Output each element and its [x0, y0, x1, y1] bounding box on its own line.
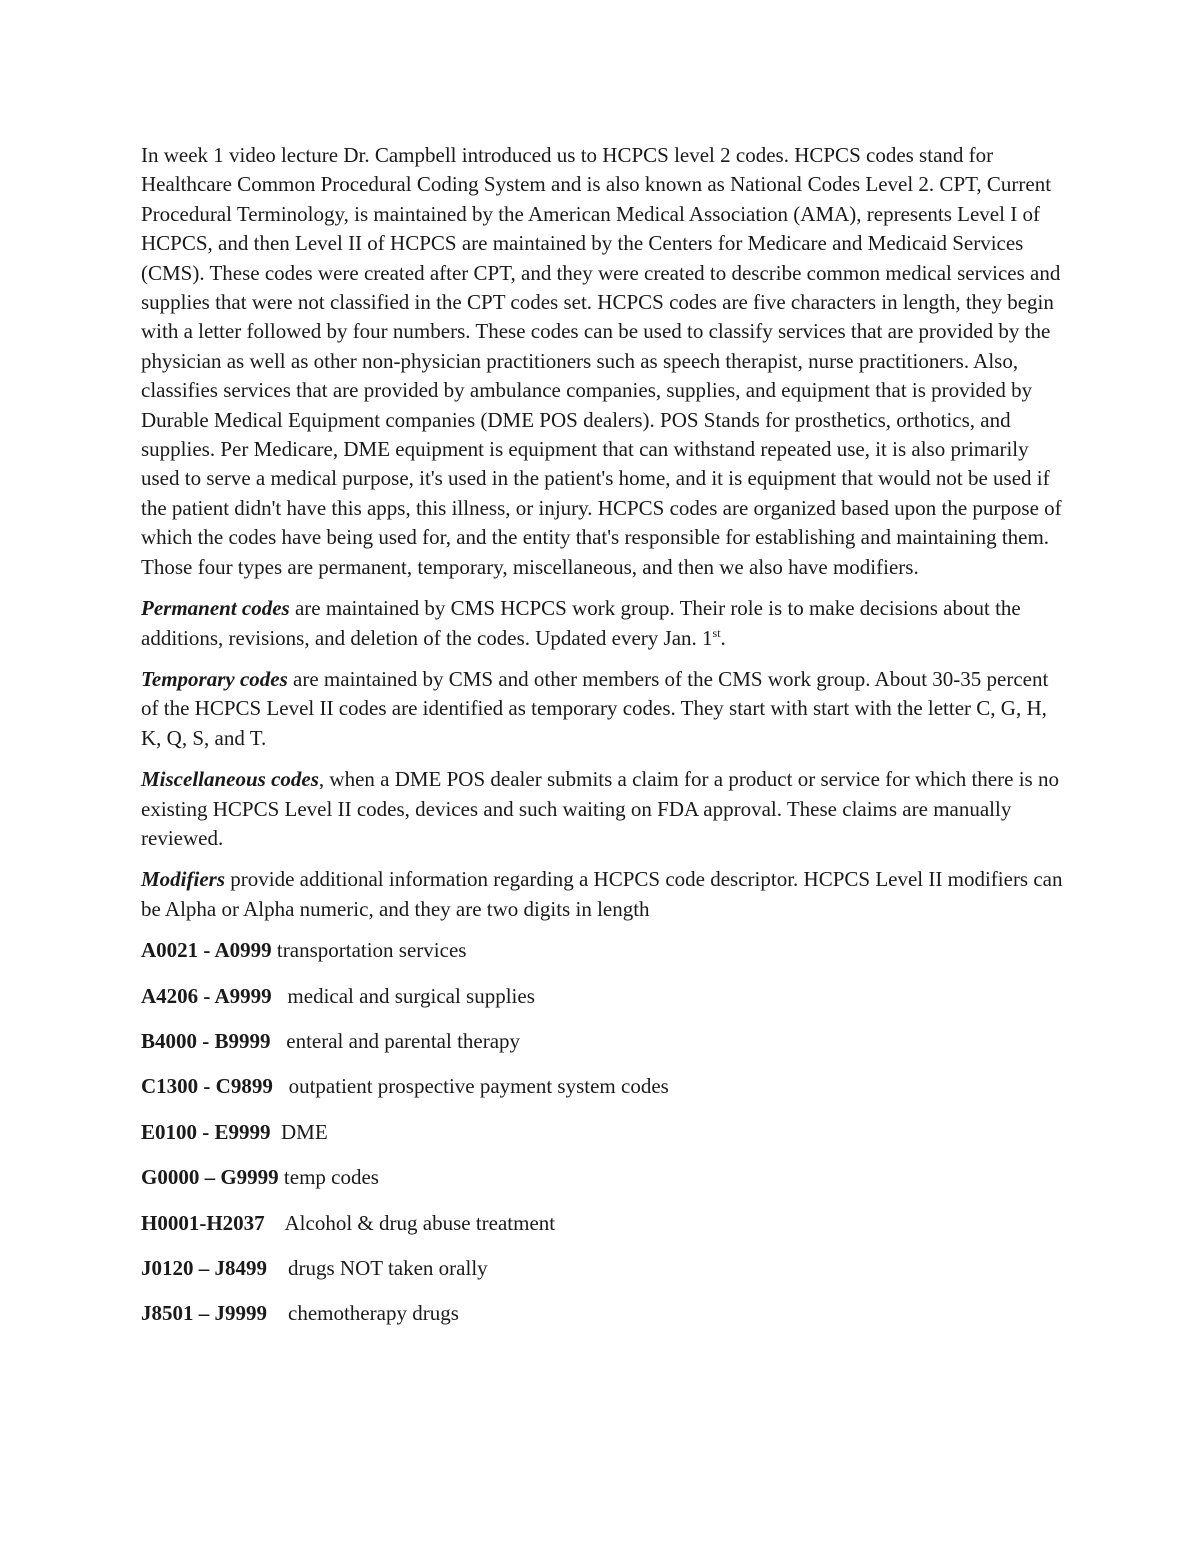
code-description: drugs NOT taken orally: [288, 1256, 488, 1280]
code-description: DME: [281, 1119, 328, 1144]
permanent-codes-term: Permanent codes: [141, 596, 290, 621]
code-description: transportation services: [276, 938, 467, 963]
code-description: medical and surgical supplies: [287, 983, 535, 1008]
code-description: temp codes: [283, 1165, 379, 1190]
modifiers-term: Modifiers: [141, 867, 225, 892]
temporary-codes-paragraph: [141, 665, 1066, 753]
miscellaneous-codes-text: , when a DME POS dealer submits a claim for a product or service for which there is no existing HCPCS Level II codes, devices and such waiting on FDA approval. These claims are manually reviewed.: [141, 767, 1059, 850]
code-range: J0120 – J8499: [141, 1256, 267, 1280]
code-range: A4206 - A9999: [141, 983, 272, 1008]
code-description: Alcohol & drug abuse treatment: [284, 1210, 556, 1235]
code-range-row: [141, 1118, 1066, 1147]
code-description: outpatient prospective payment system codes: [288, 1074, 669, 1099]
code-range: B4000 - B9999: [141, 1028, 271, 1053]
code-range-row: [141, 1299, 1066, 1328]
code-range-row: [141, 1072, 1066, 1101]
code-range: J8501 – J9999: [141, 1301, 267, 1326]
modifiers-paragraph: [141, 865, 1066, 924]
code-range-row: [141, 936, 1066, 965]
code-range-row: [141, 982, 1066, 1011]
code-description: enteral and parental therapy: [286, 1028, 521, 1053]
code-range: G0000 – G9999: [141, 1165, 279, 1190]
code-description: chemotherapy drugs: [288, 1301, 459, 1326]
document-page: [141, 141, 1066, 1345]
code-range-row: [141, 1254, 1066, 1283]
miscellaneous-codes-term: Miscellaneous codes: [141, 767, 319, 792]
permanent-codes-text: are maintained by CMS HCPCS work group. Their role is to make decisions about the additions, revisions, and deletion of the codes. Updated every Jan. 1: [141, 596, 1021, 650]
code-range: H0001-H2037: [141, 1210, 265, 1235]
code-range-row: [141, 1209, 1066, 1238]
temporary-codes-text: are maintained by CMS and other members of the CMS work group. About 30-35 percent of the HCPCS Level II codes are identified as temporary codes. They start with start with the letter C, G, H, K, Q, S, and T.: [141, 666, 1049, 750]
code-range: C1300 - C9899: [141, 1074, 273, 1099]
intro-paragraph: In week 1 video lecture Dr. Campbell introduced us to HCPCS level 2 codes. HCPCS codes stand for Healthcare Common Procedural Coding System and is also known as National Codes Level 2. CPT, Current Procedural Terminology, is maintained by the American Medical Association (AMA), represents Level I of HCPCS, and then Level II of HCPCS are maintained by the Centers for Medicare and Medicaid Services (CMS). These codes were created after CPT, and they were created to describe common medical services and supplies that were not classified in the CPT codes set. HCPCS codes are five characters in length, they begin with a letter followed by four numbers. These codes can be used to classify services that are provided by the physician as well as other non-physician practitioners such as speech therapist, nurse practitioners. Also, classifies services that are provided by ambulance companies, supplies, and equipment that is provided by Durable Medical Equipment companies (DME POS dealers). POS Stands for prosthetics, orthotics, and supplies. Per Medicare, DME equipment is equipment that can withstand repeated use, it is also primarily used to serve a medical purpose, it's used in the patient's home, and it is equipment that would not be used if the patient didn't have this apps, this illness, or injury. HCPCS codes are organized based upon the purpose of which the codes have being used for, and the entity that's responsible for establishing and maintaining them. Those four types are permanent, temporary, miscellaneous, and then we also have modifiers.: [141, 143, 1062, 579]
temporary-codes-term: Temporary codes: [141, 666, 288, 691]
miscellaneous-codes-paragraph: [141, 765, 1066, 853]
permanent-codes-paragraph: [141, 594, 1066, 653]
code-range: E0100 - E9999: [141, 1119, 271, 1144]
code-range-row: [141, 1163, 1066, 1192]
permanent-codes-tail: .: [720, 625, 726, 650]
code-range-list: [141, 936, 1066, 1329]
code-range-row: [141, 1027, 1066, 1056]
modifiers-text: provide additional information regarding a HCPCS code descriptor. HCPCS Level II modifiers can be Alpha or Alpha numeric, and they are two digits in length: [141, 867, 1063, 921]
code-range: A0021 - A0999: [141, 938, 272, 963]
ordinal-suffix: st: [712, 625, 721, 640]
